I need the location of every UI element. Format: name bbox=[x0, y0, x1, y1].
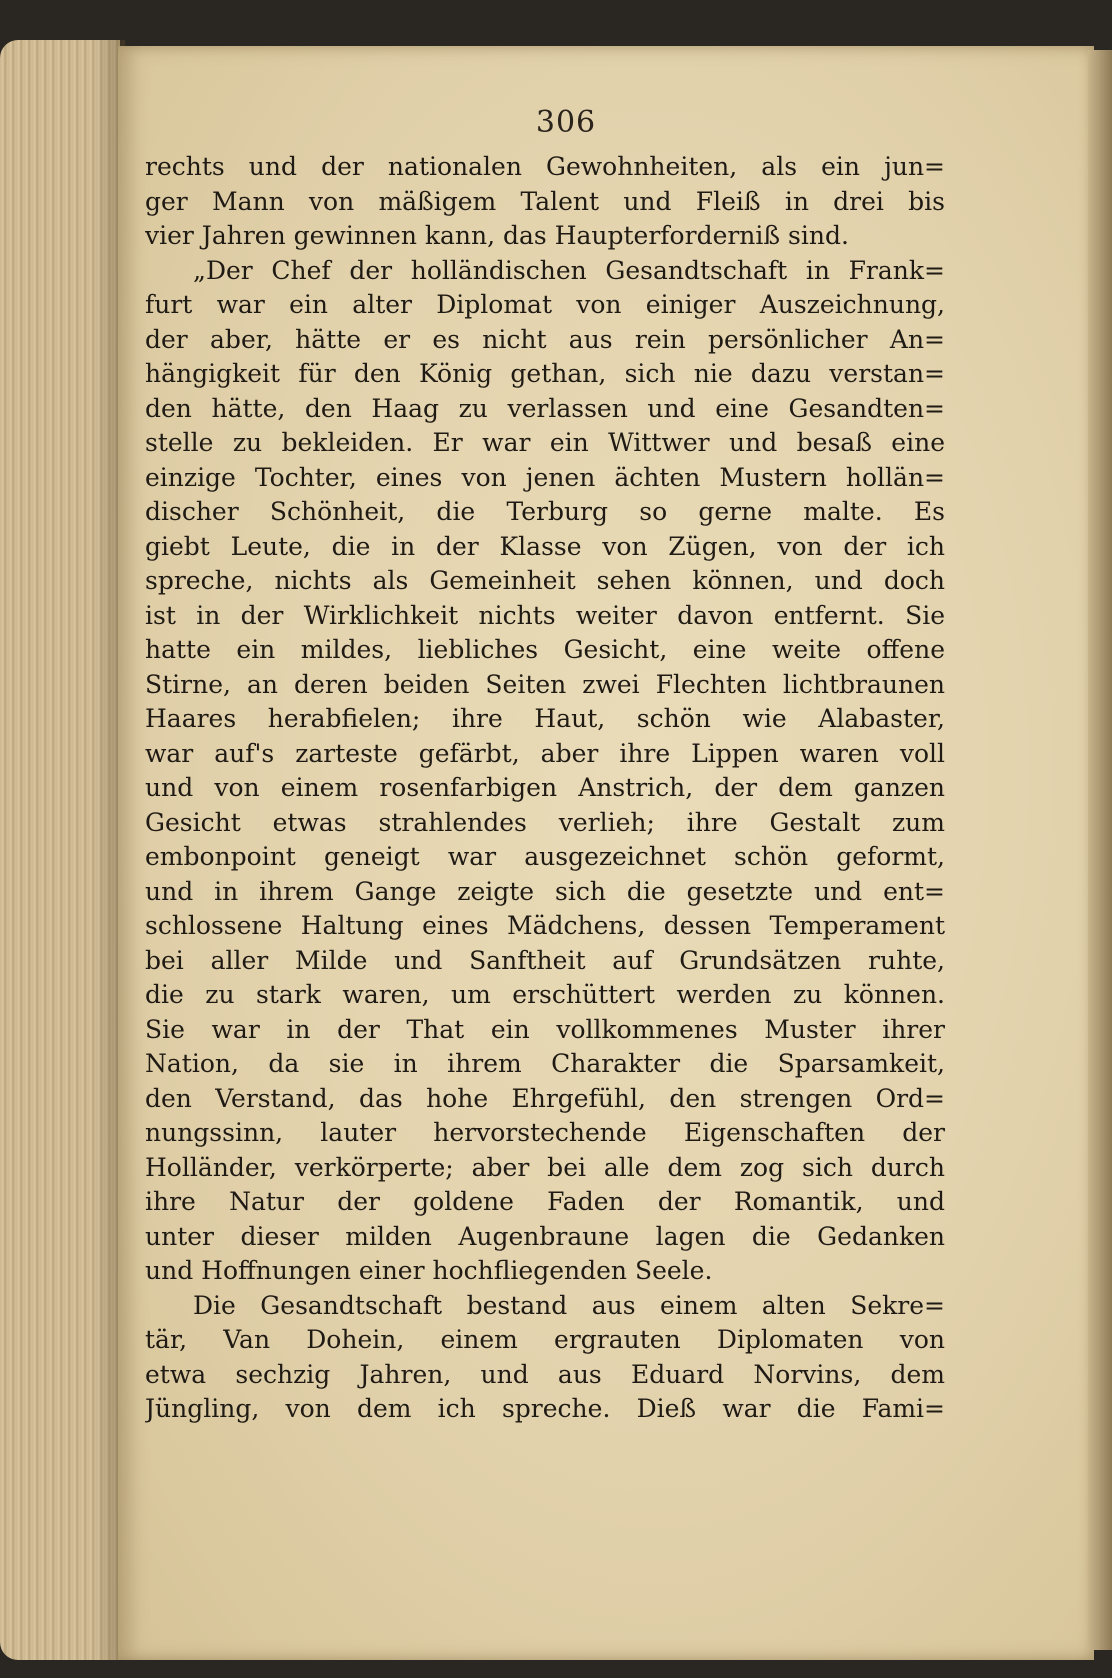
text-line: und Hoffnungen einer hochfliegenden Seele. bbox=[145, 1256, 713, 1285]
text-line: Sie war in der That ein vollkommenes Muster ihrer bbox=[145, 1014, 945, 1044]
text-line: hatte ein mildes, liebliches Gesicht, eine weite offene bbox=[145, 635, 945, 664]
text-line: vier Jahren gewinnen kann, das Haupterforderniß sind. bbox=[145, 221, 849, 250]
text-line: „Der Chef der holländischen Gesandtschaft in Frank= bbox=[193, 255, 945, 285]
text-line: und von einem rosenfarbigen Anstrich, der dem ganzen bbox=[145, 773, 945, 802]
text-line: etwa sechzig Jahren, und aus Eduard Norvins, dem bbox=[145, 1359, 945, 1389]
text-line: war auf's zarteste gefärbt, aber ihre Lippen waren voll bbox=[145, 738, 945, 768]
text-line: schlossene Haltung eines Mädchens, dessen Temperament bbox=[145, 911, 945, 940]
text-line: nungssinn, lauter hervorstechende Eigenschaften der bbox=[145, 1118, 945, 1147]
text-line: Die Gesandtschaft bestand aus einem alten Sekre= bbox=[193, 1290, 945, 1320]
text-line: Holländer, verkörperte; aber bei alle dem zog sich durch bbox=[145, 1152, 945, 1182]
page-right-edge bbox=[1088, 50, 1112, 1650]
text-line: stelle zu bekleiden. Er war ein Wittwer und besaß eine bbox=[145, 428, 945, 457]
text-line: Gesicht etwas strahlendes verlieh; ihre Gestalt zum bbox=[145, 807, 945, 837]
text-line: hängigkeit für den König gethan, sich nie dazu verstan= bbox=[145, 359, 945, 388]
page-number: 306 bbox=[535, 105, 597, 140]
text-line: Haares herabfielen; ihre Haut, schön wie Alabaster, bbox=[145, 704, 945, 733]
text-line: embonpoint geneigt war ausgezeichnet schön geformt, bbox=[145, 842, 945, 871]
text-line: Nation, da sie in ihrem Charakter die Sparsamkeit, bbox=[145, 1049, 945, 1078]
text-line: tär, Van Dohein, einem ergrauten Diplomaten von bbox=[145, 1325, 945, 1354]
text-line: den hätte, den Haag zu verlassen und eine Gesandten= bbox=[145, 393, 945, 423]
text-line: spreche, nichts als Gemeinheit sehen können, und doch bbox=[145, 566, 945, 595]
text-line: den Verstand, das hohe Ehrgefühl, den strengen Ord= bbox=[145, 1083, 945, 1113]
text-line: Jüngling, von dem ich spreche. Dieß war die Fami= bbox=[145, 1394, 945, 1423]
text-line: giebt Leute, die in der Klasse von Zügen, von der ich bbox=[145, 531, 945, 561]
text-line: bei aller Milde und Sanftheit auf Grundsätzen ruhte, bbox=[145, 945, 945, 975]
text-line: der aber, hätte er es nicht aus rein persönlicher An= bbox=[145, 324, 945, 354]
text-line: ihre Natur der goldene Faden der Romantik, und bbox=[145, 1187, 945, 1216]
text-line: unter dieser milden Augenbraune lagen die Gedanken bbox=[145, 1221, 945, 1251]
text-line: und in ihrem Gange zeigte sich die gesetzte und ent= bbox=[145, 876, 945, 906]
text-line: ist in der Wirklichkeit nichts weiter davon entfernt. Sie bbox=[145, 600, 945, 630]
text-line: discher Schönheit, die Terburg so gerne malte. Es bbox=[145, 497, 945, 526]
text-line: Stirne, an deren beiden Seiten zwei Flechten lichtbraunen bbox=[145, 669, 945, 699]
text-line: die zu stark waren, um erschüttert werden zu können. bbox=[145, 980, 945, 1009]
text-line: furt war ein alter Diplomat von einiger Auszeichnung, bbox=[145, 290, 945, 319]
text-line: ger Mann von mäßigem Talent und Fleiß in drei bis bbox=[145, 186, 945, 216]
body-text bbox=[145, 150, 945, 1427]
text-line: einzige Tochter, eines von jenen ächten Mustern hollän= bbox=[145, 462, 945, 492]
text-line: rechts und der nationalen Gewohnheiten, als ein jun= bbox=[145, 152, 945, 181]
